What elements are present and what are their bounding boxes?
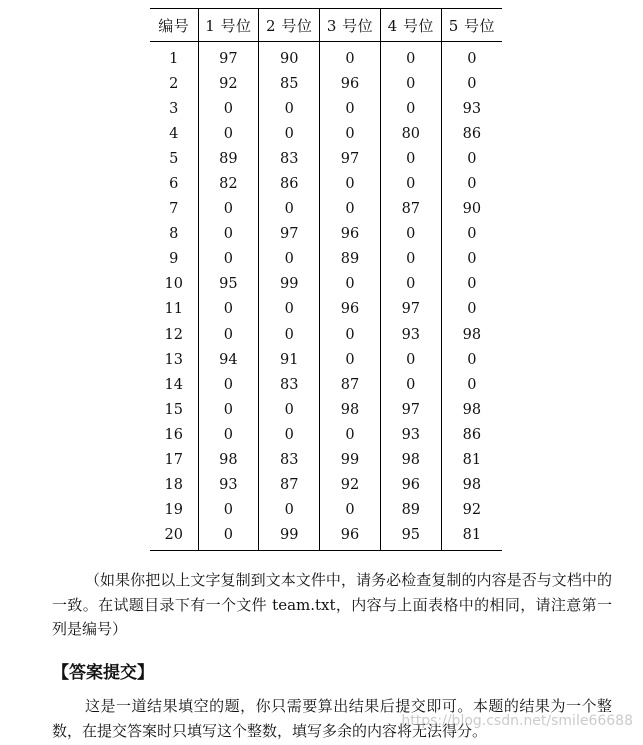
table-row <box>150 42 502 72</box>
table-row <box>150 523 502 551</box>
score-cell: 85 <box>259 71 320 96</box>
watermark: https://blog.csdn.net/smile66688 <box>401 713 633 729</box>
row-id-cell: 9 <box>169 251 179 268</box>
table-row <box>150 448 502 473</box>
row-id-cell: 11 <box>164 301 183 318</box>
row-id-cell: 1 <box>169 50 179 67</box>
score-cell: 82 <box>198 171 259 196</box>
score-table <box>150 8 502 551</box>
score-cell: 98 <box>441 397 502 422</box>
row-id-cell: 7 <box>169 201 179 218</box>
score-cell: 81 <box>441 523 502 551</box>
table-row <box>150 422 502 447</box>
score-cell: 0 <box>320 96 381 121</box>
score-cell: 92 <box>441 498 502 523</box>
table-row <box>150 222 502 247</box>
row-id-cell: 12 <box>164 326 183 343</box>
score-cell: 83 <box>259 448 320 473</box>
table-row <box>150 272 502 297</box>
row-id-cell: 17 <box>164 452 183 469</box>
score-cell: 95 <box>380 523 441 551</box>
score-cell: 97 <box>198 42 259 72</box>
score-cell: 0 <box>441 372 502 397</box>
score-cell: 0 <box>198 247 259 272</box>
score-table-container <box>150 8 502 551</box>
table-row <box>150 347 502 372</box>
score-cell: 0 <box>441 347 502 372</box>
score-cell: 91 <box>259 347 320 372</box>
score-cell: 90 <box>441 197 502 222</box>
score-cell: 0 <box>198 523 259 551</box>
score-cell: 0 <box>198 322 259 347</box>
table-row <box>150 297 502 322</box>
row-id-cell: 20 <box>164 527 183 544</box>
row-id-cell: 18 <box>164 477 183 494</box>
table-row <box>150 171 502 196</box>
score-cell: 0 <box>198 397 259 422</box>
score-cell: 0 <box>441 71 502 96</box>
score-cell: 0 <box>198 297 259 322</box>
score-cell: 0 <box>441 222 502 247</box>
score-cell: 97 <box>259 222 320 247</box>
table-row <box>150 197 502 222</box>
score-cell: 0 <box>259 397 320 422</box>
score-cell: 99 <box>259 523 320 551</box>
score-cell: 90 <box>259 42 320 72</box>
table-row <box>150 322 502 347</box>
score-cell: 0 <box>198 372 259 397</box>
row-id-cell: 5 <box>169 150 179 167</box>
score-cell: 0 <box>259 498 320 523</box>
header-cell-position-3: 3 号位 <box>320 9 381 42</box>
score-cell: 92 <box>198 71 259 96</box>
score-cell: 94 <box>198 347 259 372</box>
row-id-cell: 2 <box>169 75 179 92</box>
header-cell-id: 编号 <box>158 16 190 35</box>
score-cell: 0 <box>380 42 441 72</box>
score-cell: 0 <box>320 347 381 372</box>
score-cell: 0 <box>441 247 502 272</box>
row-id-cell: 10 <box>164 276 183 293</box>
score-cell: 0 <box>259 96 320 121</box>
header-cell-position-1: 1 号位 <box>198 9 259 42</box>
header-cell-position-5: 5 号位 <box>441 9 502 42</box>
score-cell: 92 <box>320 473 381 498</box>
table-row <box>150 372 502 397</box>
table-row <box>150 397 502 422</box>
row-id-cell: 6 <box>169 176 179 193</box>
score-cell: 0 <box>259 247 320 272</box>
score-cell: 0 <box>198 222 259 247</box>
score-cell: 86 <box>441 422 502 447</box>
table-row <box>150 247 502 272</box>
score-cell: 0 <box>259 322 320 347</box>
score-cell: 98 <box>198 448 259 473</box>
score-cell: 0 <box>380 372 441 397</box>
score-cell: 0 <box>320 121 381 146</box>
score-cell: 0 <box>259 297 320 322</box>
table-row <box>150 71 502 96</box>
score-cell: 98 <box>441 473 502 498</box>
table-body <box>150 42 502 551</box>
score-cell: 89 <box>198 146 259 171</box>
row-id-cell: 15 <box>164 401 183 418</box>
row-id-cell: 19 <box>164 502 183 519</box>
score-cell: 97 <box>380 297 441 322</box>
score-cell: 0 <box>441 146 502 171</box>
score-cell: 80 <box>380 121 441 146</box>
row-id-cell: 3 <box>169 100 179 117</box>
score-cell: 96 <box>320 297 381 322</box>
score-cell: 0 <box>320 171 381 196</box>
score-cell: 0 <box>198 498 259 523</box>
score-cell: 0 <box>380 272 441 297</box>
copy-note: （如果你把以上文字复制到文本文件中，请务必检查复制的内容是否与文档中的一致。在试题目录下有一个文件 team.txt，内容与上面表格中的相同，请注意第一列是编号） <box>52 571 612 638</box>
score-cell: 98 <box>441 322 502 347</box>
score-cell: 0 <box>198 197 259 222</box>
score-cell: 93 <box>198 473 259 498</box>
score-cell: 0 <box>441 42 502 72</box>
score-cell: 0 <box>320 322 381 347</box>
score-cell: 86 <box>259 171 320 196</box>
score-cell: 83 <box>259 146 320 171</box>
row-id-cell: 14 <box>164 376 183 393</box>
score-cell: 0 <box>320 422 381 447</box>
header-cell-position-4: 4 号位 <box>380 9 441 42</box>
score-cell: 96 <box>320 523 381 551</box>
score-cell: 93 <box>441 96 502 121</box>
score-cell: 93 <box>380 422 441 447</box>
score-cell: 0 <box>441 297 502 322</box>
row-id-cell: 13 <box>164 351 183 368</box>
score-cell: 89 <box>380 498 441 523</box>
table-header-row <box>150 9 502 42</box>
score-cell: 0 <box>198 422 259 447</box>
table-row <box>150 96 502 121</box>
row-id-cell: 16 <box>164 426 183 443</box>
score-cell: 98 <box>320 397 381 422</box>
score-cell: 96 <box>380 473 441 498</box>
score-cell: 0 <box>380 96 441 121</box>
row-id-cell: 4 <box>169 125 179 142</box>
score-cell: 0 <box>380 71 441 96</box>
score-cell: 87 <box>380 197 441 222</box>
answer-section-heading: 【答案提交】 <box>52 663 154 683</box>
header-cell-position-2: 2 号位 <box>259 9 320 42</box>
score-cell: 96 <box>320 71 381 96</box>
score-cell: 0 <box>380 222 441 247</box>
score-cell: 96 <box>320 222 381 247</box>
score-cell: 97 <box>380 397 441 422</box>
score-cell: 89 <box>320 247 381 272</box>
table-row <box>150 146 502 171</box>
score-cell: 0 <box>320 197 381 222</box>
table-row <box>150 473 502 498</box>
score-cell: 83 <box>259 372 320 397</box>
score-cell: 0 <box>441 272 502 297</box>
score-cell: 0 <box>380 146 441 171</box>
row-id-cell: 8 <box>169 226 179 243</box>
score-cell: 0 <box>259 422 320 447</box>
table-row <box>150 498 502 523</box>
score-cell: 99 <box>259 272 320 297</box>
score-cell: 0 <box>380 247 441 272</box>
score-cell: 81 <box>441 448 502 473</box>
score-cell: 86 <box>441 121 502 146</box>
score-cell: 0 <box>259 197 320 222</box>
score-cell: 0 <box>380 171 441 196</box>
score-cell: 95 <box>198 272 259 297</box>
score-cell: 0 <box>380 347 441 372</box>
score-cell: 98 <box>380 448 441 473</box>
score-cell: 93 <box>380 322 441 347</box>
score-cell: 87 <box>259 473 320 498</box>
score-cell: 97 <box>320 146 381 171</box>
table-row <box>150 121 502 146</box>
score-cell: 0 <box>320 272 381 297</box>
score-cell: 99 <box>320 448 381 473</box>
score-cell: 87 <box>320 372 381 397</box>
answer-instructions: 这是一道结果填空的题，你只需要算出结果后提交即可。本题的结果为一个整数，在提交答案时只填写这个整数，填写多余的内容将无法得分。 <box>52 697 612 740</box>
score-cell: 0 <box>259 121 320 146</box>
score-cell: 0 <box>320 42 381 72</box>
score-cell: 0 <box>198 96 259 121</box>
score-cell: 0 <box>198 121 259 146</box>
score-cell: 0 <box>441 171 502 196</box>
score-cell: 0 <box>320 498 381 523</box>
